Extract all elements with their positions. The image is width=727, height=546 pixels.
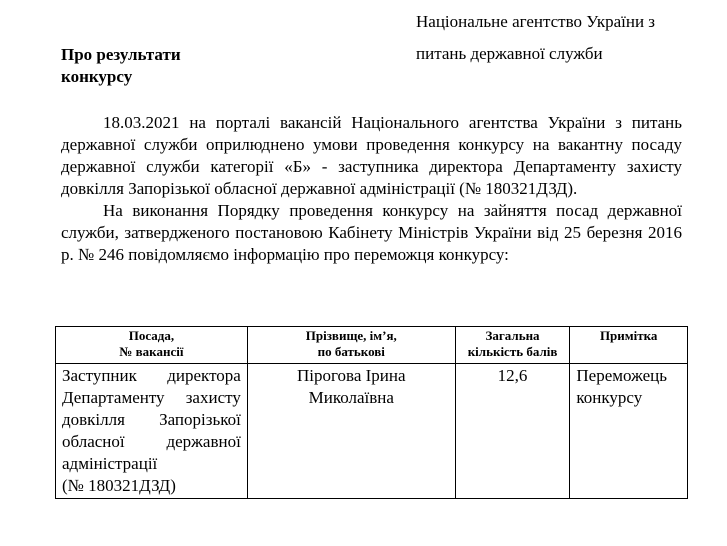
cell-position-text: Заступник директора Департаменту захисту довкілля Запорізької обласної державної адміністрації xyxy=(62,366,241,473)
subject-heading xyxy=(61,44,261,88)
cell-score: 12,6 xyxy=(455,364,570,499)
header-note: Примітка xyxy=(570,327,688,364)
body-paragraph-1: 18.03.2021 на порталі вакансій Національного агентства України з питань державної служби оприлюднено умови проведення конкурсу на вакантну посаду державної служби категорії «Б» - заступника директора Департаменту захисту довкілля Запорізької обласної державної адміністрації (№ 180321ДЗД). xyxy=(61,113,682,198)
addressee-line-1: Національне агентство України з xyxy=(416,12,656,31)
cell-name-line-2: Миколаївна xyxy=(308,388,394,407)
header-score-line-1: Загальна xyxy=(485,328,540,343)
body-paragraph-2: На виконання Порядку проведення конкурсу на зайняття посад державної служби, затвердженого постановою Кабінету Міністрів України від 25 березня 2016 р. № 246 повідомляємо інформацію про переможця конкурсу: xyxy=(61,201,682,264)
subject-line-2: конкурсу xyxy=(61,67,133,86)
cell-name xyxy=(247,364,455,499)
addressee-line-2: питань державної служби xyxy=(416,44,603,63)
header-name-line-2: по батькові xyxy=(317,344,385,359)
header-position-line-1: Посада, xyxy=(128,328,175,343)
cell-vacancy-number: (№ 180321ДЗД) xyxy=(62,476,176,495)
subject-line-1: Про результати xyxy=(61,45,181,64)
header-score-line-2: кількість балів xyxy=(467,344,558,359)
letter-body xyxy=(61,112,682,266)
addressee-block xyxy=(416,6,716,70)
table-row xyxy=(56,364,688,499)
header-score xyxy=(455,327,570,364)
header-position-line-2: № вакансії xyxy=(119,344,184,359)
header-name-line-1: Прізвище, ім’я, xyxy=(305,328,397,343)
cell-note: Переможець конкурсу xyxy=(570,364,688,499)
cell-position xyxy=(56,364,248,499)
table-header-row xyxy=(56,327,688,364)
header-name xyxy=(247,327,455,364)
cell-name-line-1: Пірогова Ірина xyxy=(296,366,406,385)
header-position xyxy=(56,327,248,364)
results-table xyxy=(55,326,688,499)
